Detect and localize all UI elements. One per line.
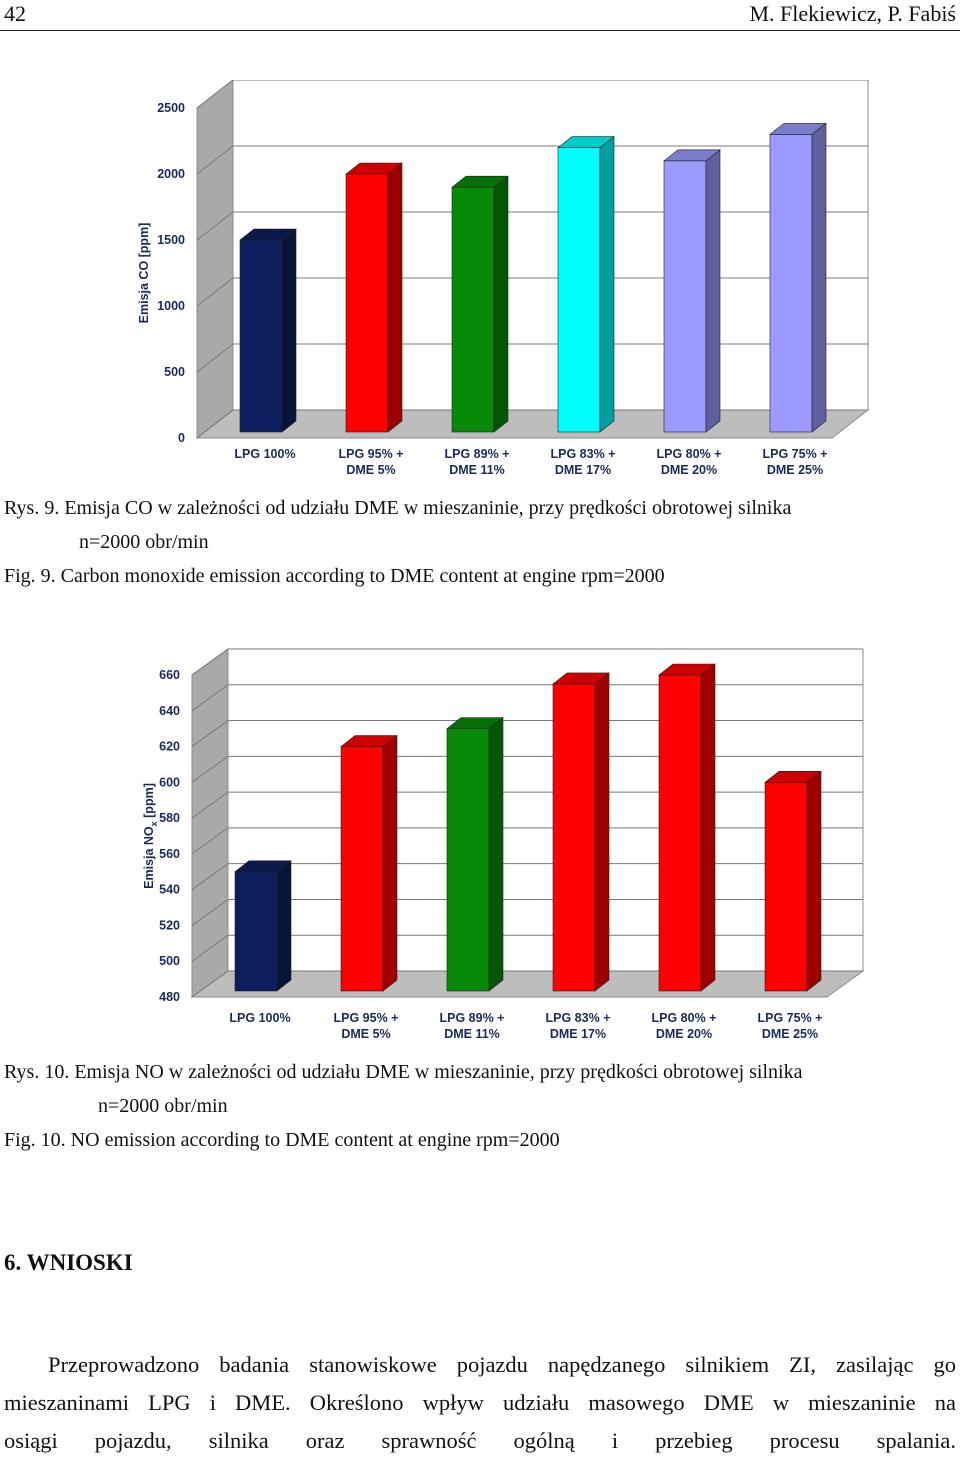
bar-side: [812, 123, 826, 432]
conclusions-paragraph: [4, 1346, 956, 1460]
fig9-caption: [4, 491, 791, 593]
bar-front: [240, 240, 282, 432]
chart-floor: [197, 410, 868, 438]
x-category-label: DME 20%: [655, 1027, 713, 1041]
y-tick-label: 640: [159, 703, 180, 718]
x-category-label: LPG 75% +: [757, 1011, 823, 1025]
x-category-label: LPG 100%: [229, 1011, 291, 1025]
y-axis-label: Emisja $NO_x$ [ppm]: [142, 783, 159, 889]
fig9-caption-en: Fig. 9. Carbon monoxide emission according to DME content at engine rpm=2000: [4, 565, 665, 587]
bar-side: [489, 718, 503, 991]
x-category-label: DME 11%: [449, 463, 505, 477]
x-category-label: LPG 95% +: [338, 447, 404, 461]
fig10-caption-pl-cont: n=2000 obr/min: [98, 1095, 228, 1117]
y-tick-label: 0: [178, 431, 185, 445]
page-number: 42: [4, 1, 26, 26]
x-category-label: DME 25%: [766, 463, 824, 477]
y-tick-label: 520: [159, 918, 180, 933]
x-category-label: DME 17%: [554, 463, 612, 477]
bar-side: [282, 229, 296, 432]
y-tick-label: 500: [164, 365, 185, 379]
paragraph-line-1: Przeprowadzono badania stanowiskowe pojazdu napędzanego silnikiem ZI, zasilając go: [48, 1352, 956, 1377]
y-axis-label-sub: x: [149, 821, 159, 827]
bar-front: [235, 872, 277, 991]
bar-side: [706, 150, 720, 432]
section-heading: 6. WNIOSKI: [4, 1250, 133, 1275]
no-chart-svg: [0, 645, 960, 1045]
no-emission-chart: [0, 645, 960, 1045]
y-tick-label: 660: [159, 668, 180, 682]
page-header: [0, 0, 960, 31]
x-category-label: DME 5%: [341, 1027, 391, 1041]
bar-front: [770, 134, 812, 432]
x-category-label: LPG 80% +: [651, 1011, 717, 1025]
fig9-caption-pl-cont: n=2000 obr/min: [79, 531, 209, 553]
chart-side-wall: [197, 80, 233, 438]
bar-front: [346, 174, 388, 432]
fig9-caption-pl: Rys. 9. Emisja CO w zależności od udziału DME w mieszaninie, przy prędkości obrotowej silnika: [4, 497, 792, 519]
y-tick-label: 560: [159, 846, 180, 861]
x-category-label: DME 11%: [444, 1027, 500, 1041]
chart-side-wall: [192, 649, 228, 997]
y-tick-label: 2000: [157, 167, 185, 181]
x-category-label: LPG 89% +: [444, 447, 510, 461]
bar-front: [765, 782, 807, 991]
y-tick-label: 580: [159, 811, 180, 826]
bar-front: [664, 161, 706, 432]
running-authors: M. Flekiewicz, P. Fabiś: [749, 1, 956, 26]
x-category-label: LPG 80% +: [656, 447, 722, 461]
fig10-caption-en: Fig. 10. NO emission according to DME content at engine rpm=2000: [4, 1129, 560, 1151]
y-tick-label: 1500: [157, 233, 185, 247]
x-category-label: DME 20%: [660, 463, 718, 477]
bar-front: [558, 148, 600, 432]
y-tick-label: 2500: [157, 101, 185, 115]
bar-side: [383, 736, 397, 991]
y-tick-label: 480: [159, 990, 180, 1004]
bar-front: [452, 187, 494, 432]
x-category-label: LPG 75% +: [762, 447, 828, 461]
y-tick-label: 500: [159, 954, 180, 969]
bar-side: [807, 771, 821, 991]
x-category-label: LPG 100%: [234, 447, 296, 461]
x-category-label: DME 25%: [761, 1027, 819, 1041]
paragraph-line-3: osiągi pojazdu, silnika oraz sprawność ogólną i przebieg procesu spalania.: [4, 1428, 956, 1453]
co-chart-svg: [0, 80, 960, 480]
chart-floor: [192, 971, 863, 997]
x-category-label: LPG 95% +: [333, 1011, 399, 1025]
bar-side: [494, 176, 508, 432]
y-tick-label: 1000: [157, 299, 185, 313]
fig10-caption-pl: Rys. 10. Emisja NO w zależności od udziału DME w mieszaninie, przy prędkości obrotowej silnika: [4, 1061, 803, 1083]
bar-front: [659, 675, 701, 991]
bar-side: [277, 861, 291, 991]
y-tick-label: 620: [159, 739, 180, 754]
y-axis-label-unit: [ppm]: [142, 783, 156, 822]
bar-front: [553, 684, 595, 991]
fig10-caption: [4, 1055, 802, 1157]
bar-front: [341, 747, 383, 991]
x-category-label: DME 17%: [549, 1027, 607, 1041]
x-category-label: DME 5%: [346, 463, 396, 477]
y-axis-label: Emisja CO [ppm]: [137, 222, 151, 324]
paragraph-line-2: mieszaninami LPG i DME. Określono wpływ udziału masowego DME w mieszaninie na: [4, 1390, 956, 1415]
bar-side: [388, 163, 402, 432]
x-category-label: LPG 83% +: [550, 447, 616, 461]
bar-side: [595, 673, 609, 991]
bar-side: [600, 137, 614, 432]
bar-front: [447, 729, 489, 991]
bar-side: [701, 664, 715, 991]
x-category-label: LPG 83% +: [545, 1011, 611, 1025]
co-emission-chart: [0, 80, 960, 480]
x-category-label: LPG 89% +: [439, 1011, 505, 1025]
y-tick-label: 540: [159, 882, 180, 897]
y-tick-label: 600: [159, 775, 180, 790]
